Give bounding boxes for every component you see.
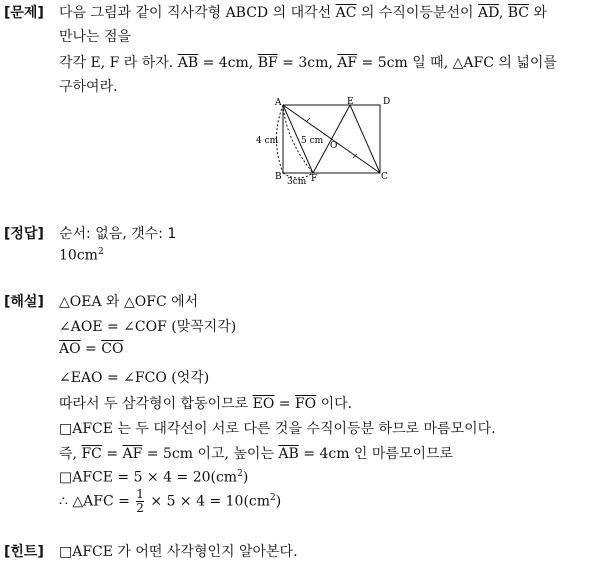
label-e: E <box>347 97 354 107</box>
problem-line-4: 구하여라. <box>59 79 118 95</box>
measure-af: 5 cm <box>301 136 324 146</box>
problem-tag: [문제] <box>4 5 44 21</box>
segment-fo: $\overline{FO}$ <box>294 396 317 412</box>
segment-af: $\overline{AF}$ <box>337 55 358 71</box>
denominator: 2 <box>136 501 144 515</box>
superscript: 2 <box>97 247 104 257</box>
text: ) <box>275 493 282 510</box>
text: = 3cm, <box>277 55 338 71</box>
solution-line-9 <box>59 488 281 515</box>
answer-line-1: 순서: 없음, 갯수: 1 <box>59 226 177 242</box>
solution-line-6: □AFCE 는 두 대각선이 서로 다른 것을 수직이등분 하므로 마름모이다. <box>59 421 496 437</box>
text: 따라서 두 삼각형이 합동이므로 <box>59 396 253 412</box>
text: = 5cm 일 때, △AFC 의 넓이를 <box>357 55 557 71</box>
segment-ab: $\overline{AB}$ <box>278 446 299 462</box>
segment-af: $\overline{AF}$ <box>122 446 143 462</box>
superscript: 2 <box>270 492 276 503</box>
numerator: 1 <box>136 487 144 501</box>
problem-line-3 <box>59 52 557 72</box>
segment-bc: $\overline{BC}$ <box>507 5 529 21</box>
text: 와 <box>529 5 547 21</box>
label-a: A <box>275 98 282 108</box>
text: = 4cm, <box>198 55 258 71</box>
segment-ac: $\overline{AC}$ <box>335 5 357 21</box>
answer-line-2 <box>59 247 104 264</box>
segment-fc: $\overline{FC}$ <box>81 446 102 462</box>
label-b: B <box>275 172 282 182</box>
text: 즉, <box>59 446 82 462</box>
text: = 4cm 인 마름모이므로 <box>298 446 454 462</box>
problem-line-1 <box>59 2 547 22</box>
segment-eo: $\overline{EO}$ <box>252 396 275 412</box>
label-c: C <box>381 172 388 182</box>
text: 다음 그림과 같이 직사각형 ABCD 의 대각선 <box>59 5 336 21</box>
solution-line-3 <box>59 341 123 357</box>
text: 이다. <box>316 396 353 412</box>
solution-line-1: △OEA 와 △OFC 에서 <box>59 294 199 310</box>
solution-tag: [해설] <box>4 294 44 310</box>
solution-line-7 <box>59 443 453 463</box>
segment-bf: $\overline{BF}$ <box>257 55 278 71</box>
solution-line-4: ∠EAO = ∠FCO (엇각) <box>59 370 210 386</box>
measure-ab: 4 cm <box>256 136 279 146</box>
text: ) <box>242 469 249 486</box>
superscript: 2 <box>237 469 243 479</box>
rectangle-figure <box>250 95 400 187</box>
text: 각각 E, F 라 하자. <box>59 55 178 71</box>
segment-co: $\overline{CO}$ <box>101 341 124 357</box>
tick-mark <box>306 118 310 122</box>
text: = <box>274 396 295 412</box>
text: × 5 × 4 = 10(cm <box>145 493 271 510</box>
hint-text: □AFCE 가 어떤 사각형인지 알아본다. <box>59 544 298 560</box>
text: , <box>498 5 508 21</box>
answer-value: 10cm <box>59 247 98 264</box>
measure-bf: 3cm <box>287 177 307 187</box>
text: = <box>80 341 102 357</box>
solution-line-5 <box>59 393 352 413</box>
answer-tag: [정답] <box>4 226 44 242</box>
segment-ad: $\overline{AD}$ <box>477 5 499 21</box>
label-f: F <box>311 174 318 184</box>
text: = <box>101 446 123 462</box>
text: ∴ △AFC = <box>59 493 135 510</box>
label-o: O <box>330 141 338 151</box>
solution-line-2: ∠AOE = ∠COF (맞꼭지각) <box>59 319 237 335</box>
text: 의 수직이등분선이 <box>356 5 478 21</box>
segment-ao: $\overline{AO}$ <box>59 341 81 357</box>
text: = 5cm 이고, 높이는 <box>142 446 279 462</box>
fraction-one-half <box>136 488 144 515</box>
hint-tag: [힌트] <box>4 544 44 560</box>
problem-line-2: 만나는 점을 <box>59 29 132 45</box>
text: □AFCE = 5 × 4 = 20(cm <box>59 469 238 486</box>
segment-ab: $\overline{AB}$ <box>177 55 199 71</box>
solution-line-8 <box>59 469 248 486</box>
label-d: D <box>383 97 391 107</box>
